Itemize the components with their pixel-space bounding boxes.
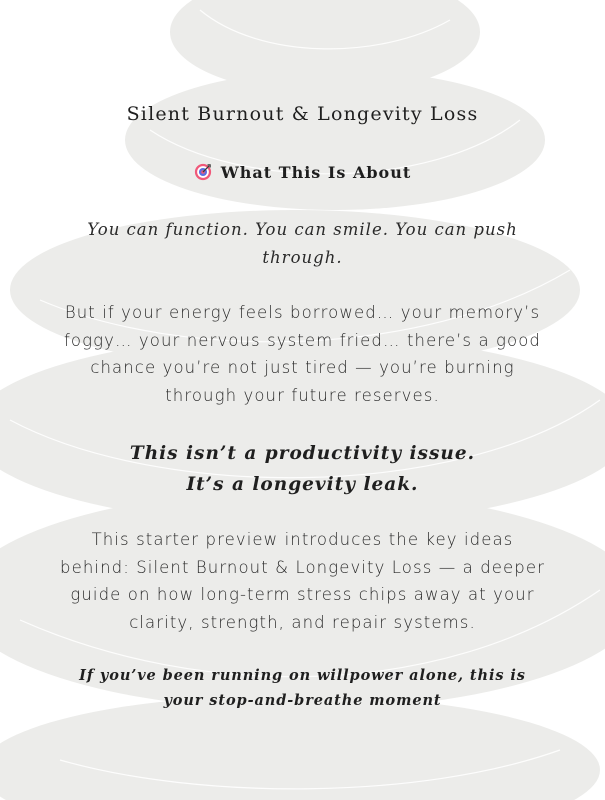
direct-hit-target-icon (194, 163, 212, 181)
closing-line: If you’ve been running on willpower alone, this is your stop-and-breathe moment (79, 667, 526, 709)
section-heading (0, 163, 605, 182)
callout-line-2: It’s a longevity leak. (186, 474, 419, 495)
callout-line-1: This isn’t a productivity issue. (129, 443, 476, 464)
section-heading-text: What This Is About (220, 163, 412, 182)
page-title: Silent Burnout & Longevity Loss (126, 103, 479, 125)
callout (0, 438, 605, 500)
intro-italic: You can function. You can smile. You can push through. (87, 220, 518, 267)
paragraph-preview: This starter preview introduces the key ideas behind: Silent Burnout & Longevity Loss — a deeper guide on how long-term stress chips away at your clarity, strength, and repair systems. (60, 530, 546, 632)
paragraph-energy: But if your energy feels borrowed… your memory’s foggy… your nervous system fried… there’s a good chance you’re not just tired — you’re burning through your future reserves. (63, 303, 541, 405)
